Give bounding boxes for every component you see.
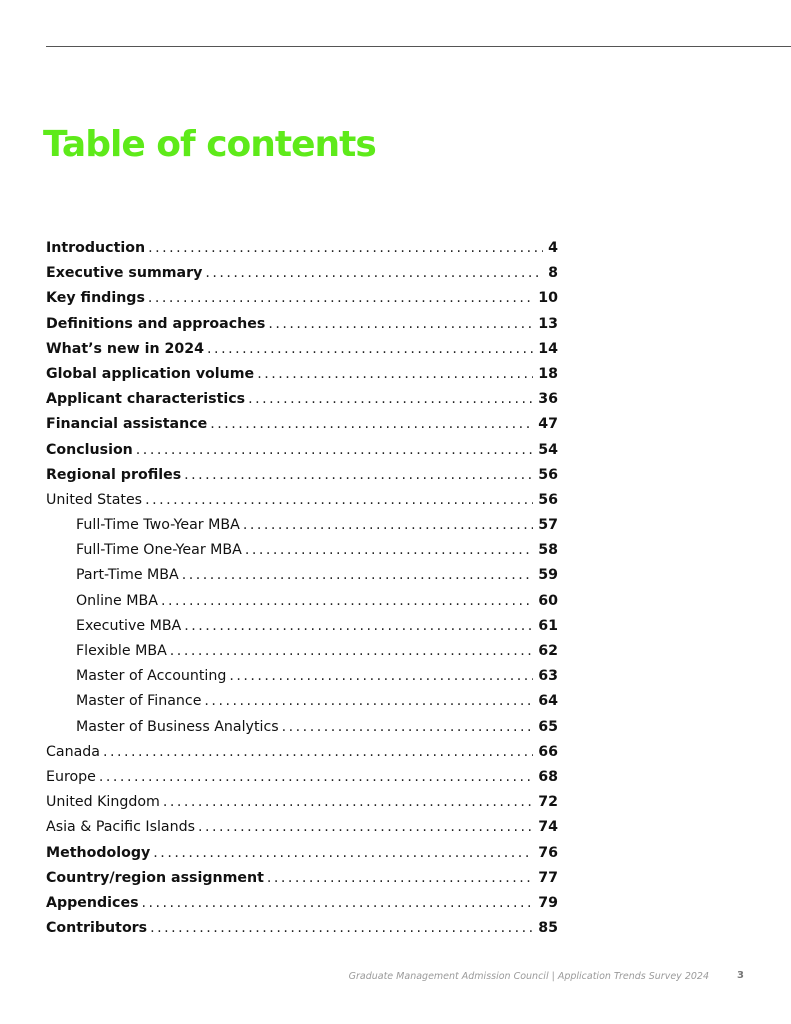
toc-entry-page: 72 bbox=[538, 794, 558, 811]
toc-dot-leader bbox=[184, 614, 533, 639]
top-rule bbox=[46, 46, 791, 47]
toc-entry[interactable] bbox=[46, 740, 558, 765]
toc-entry[interactable] bbox=[46, 538, 558, 563]
toc-entry-page: 63 bbox=[538, 668, 558, 685]
toc-dot-leader bbox=[148, 286, 533, 311]
toc-entry[interactable] bbox=[46, 815, 558, 840]
toc-dot-leader bbox=[204, 689, 533, 714]
toc-entry-label: Online MBA bbox=[76, 592, 158, 609]
toc-entry[interactable] bbox=[46, 715, 558, 740]
toc-entry-label: Flexible MBA bbox=[76, 643, 167, 659]
toc-dot-leader bbox=[184, 463, 533, 488]
toc-entry-page: 68 bbox=[538, 768, 558, 785]
toc-entry-page: 56 bbox=[538, 491, 558, 508]
toc-entry-page: 13 bbox=[538, 315, 558, 332]
toc-entry-label: Full-Time Two-Year MBA bbox=[76, 517, 240, 534]
toc-entry-page: 65 bbox=[538, 718, 558, 735]
toc-entry-page: 18 bbox=[538, 365, 558, 382]
toc-entry-page: 57 bbox=[538, 517, 558, 534]
toc-entry-label: Methodology bbox=[46, 844, 151, 861]
toc-entry[interactable] bbox=[46, 639, 558, 664]
toc-entry-label: Appendices bbox=[46, 894, 139, 911]
toc-dot-leader bbox=[245, 538, 533, 563]
toc-entry-label: What’s new in 2024 bbox=[46, 340, 205, 357]
toc-dot-leader bbox=[257, 362, 533, 387]
toc-dot-leader bbox=[99, 765, 533, 790]
toc-entry-label: Part-Time MBA bbox=[76, 567, 179, 584]
toc-dot-leader bbox=[267, 866, 533, 891]
toc-entry[interactable] bbox=[46, 664, 558, 689]
toc-entry-label: Definitions and approaches bbox=[46, 315, 266, 332]
toc-entry[interactable] bbox=[46, 790, 558, 815]
toc-dot-leader bbox=[243, 513, 533, 538]
toc-entry[interactable] bbox=[46, 488, 558, 513]
toc-entry-page: 85 bbox=[538, 920, 558, 937]
toc-dot-leader bbox=[163, 790, 533, 815]
toc-entry[interactable] bbox=[46, 589, 558, 614]
toc-entry-page: 77 bbox=[538, 869, 558, 886]
toc-entry-page: 66 bbox=[538, 743, 558, 760]
toc-dot-leader bbox=[207, 337, 533, 362]
toc-entry-page: 36 bbox=[538, 391, 558, 408]
toc-dot-leader bbox=[229, 664, 533, 689]
toc-entry-label: Country/region assignment bbox=[46, 869, 264, 886]
toc-entry-label: Canada bbox=[46, 743, 100, 760]
table-of-contents bbox=[46, 236, 558, 941]
toc-dot-leader bbox=[198, 815, 533, 840]
toc-entry-page: 76 bbox=[538, 844, 558, 861]
toc-entry-page: 58 bbox=[538, 542, 558, 559]
toc-dot-leader bbox=[153, 841, 533, 866]
toc-entry[interactable] bbox=[46, 362, 558, 387]
toc-dot-leader bbox=[282, 715, 534, 740]
toc-entry-page: 79 bbox=[538, 894, 558, 911]
toc-entry[interactable] bbox=[46, 286, 558, 311]
toc-dot-leader bbox=[142, 891, 534, 916]
toc-entry-label: Conclusion bbox=[46, 441, 133, 458]
toc-entry-page: 64 bbox=[538, 693, 558, 710]
toc-entry-label: Key findings bbox=[46, 290, 145, 307]
toc-entry[interactable] bbox=[46, 387, 558, 412]
toc-dot-leader bbox=[210, 412, 533, 437]
toc-entry-page: 14 bbox=[538, 340, 558, 357]
toc-entry-label: Europe bbox=[46, 768, 96, 785]
toc-entry-label: United States bbox=[46, 491, 143, 508]
toc-entry-page: 61 bbox=[538, 617, 558, 634]
toc-entry[interactable] bbox=[46, 841, 558, 866]
toc-entry[interactable] bbox=[46, 312, 558, 337]
toc-entry[interactable] bbox=[46, 563, 558, 588]
toc-entry[interactable] bbox=[46, 765, 558, 790]
toc-entry-label: Applicant characteristics bbox=[46, 391, 246, 408]
toc-entry-label: Master of Finance bbox=[76, 693, 202, 710]
toc-entry-label: Master of Business Analytics bbox=[76, 718, 279, 735]
toc-entry[interactable] bbox=[46, 866, 558, 891]
toc-entry-label: Global application volume bbox=[46, 365, 255, 382]
toc-entry-label: Regional profiles bbox=[46, 466, 182, 483]
toc-entry-label: Master of Accounting bbox=[76, 668, 227, 685]
toc-dot-leader bbox=[148, 236, 543, 261]
toc-entry[interactable] bbox=[46, 916, 558, 941]
toc-entry-page: 59 bbox=[538, 567, 558, 584]
footer-text: Graduate Management Admission Council | Application Trends Survey 2024 bbox=[348, 971, 709, 982]
toc-entry[interactable] bbox=[46, 891, 558, 916]
toc-entry-page: 74 bbox=[538, 819, 558, 836]
toc-entry-page: 62 bbox=[538, 643, 558, 659]
toc-entry-label: Executive MBA bbox=[76, 617, 182, 634]
toc-entry[interactable] bbox=[46, 463, 558, 488]
toc-entry-page: 60 bbox=[538, 592, 558, 609]
toc-entry[interactable] bbox=[46, 261, 558, 286]
toc-entry-label: United Kingdom bbox=[46, 794, 160, 811]
toc-dot-leader bbox=[136, 438, 533, 463]
toc-dot-leader bbox=[268, 312, 533, 337]
toc-entry-label: Financial assistance bbox=[46, 416, 208, 433]
toc-entry[interactable] bbox=[46, 236, 558, 261]
toc-entry[interactable] bbox=[46, 614, 558, 639]
toc-entry[interactable] bbox=[46, 438, 558, 463]
toc-entry-label: Contributors bbox=[46, 920, 148, 937]
toc-dot-leader bbox=[182, 563, 534, 588]
toc-dot-leader bbox=[205, 261, 543, 286]
toc-dot-leader bbox=[248, 387, 533, 412]
toc-entry-page: 54 bbox=[538, 441, 558, 458]
toc-entry-page: 4 bbox=[548, 240, 558, 256]
toc-entry-label: Introduction bbox=[46, 240, 146, 256]
toc-entry[interactable] bbox=[46, 689, 558, 714]
toc-dot-leader bbox=[150, 916, 533, 941]
toc-entry-page: 8 bbox=[548, 265, 558, 282]
toc-dot-leader bbox=[170, 639, 533, 664]
page-title: Table of contents bbox=[43, 124, 376, 165]
toc-entry[interactable] bbox=[46, 513, 558, 538]
toc-entry-page: 47 bbox=[538, 416, 558, 433]
toc-entry[interactable] bbox=[46, 337, 558, 362]
toc-dot-leader bbox=[103, 740, 533, 765]
toc-entry-label: Full-Time One-Year MBA bbox=[76, 542, 242, 559]
toc-entry-label: Executive summary bbox=[46, 265, 203, 282]
toc-entry-page: 56 bbox=[538, 466, 558, 483]
toc-dot-leader bbox=[161, 589, 533, 614]
toc-entry-label: Asia & Pacific Islands bbox=[46, 819, 196, 836]
toc-entry[interactable] bbox=[46, 412, 558, 437]
footer-page-number: 3 bbox=[737, 970, 744, 981]
toc-entry-page: 10 bbox=[538, 290, 558, 307]
toc-dot-leader bbox=[145, 488, 533, 513]
